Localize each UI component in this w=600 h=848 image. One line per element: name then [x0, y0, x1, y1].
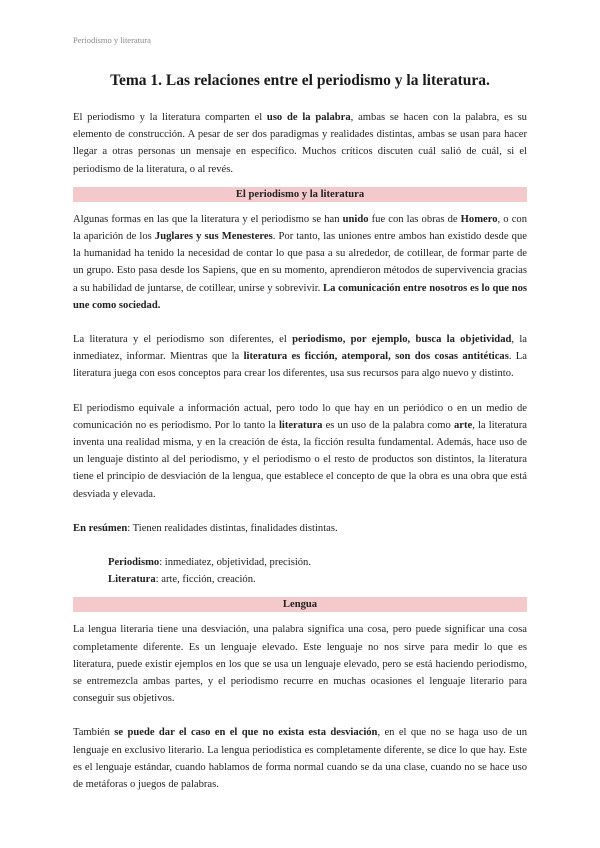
text-run: : Tienen realidades distintas, finalidades distintas.: [127, 522, 338, 534]
text-run: . La literatura juega con esos conceptos para crear los diferentes, usa sus recursos para algo nuevo y distinto.: [73, 351, 527, 380]
text-run: Algunas formas en las que la literatura y el periodismo se han: [73, 213, 343, 225]
text-run: : inmediatez, objetividad, precisión.: [159, 557, 312, 569]
paragraph: La lengua literaria tiene una desviación, una palabra significa una cosa, pero puede significar una cosa completamente diferente. Es un lenguaje elevado. Este lenguaje no nos sirve para medir lo que es literatura, puede existir ejemplos en los que se usa un lenguaje elevado, pero se está haciendo periodismo, se entremezcla ambas partes, y el periodismo recurre en muchas ocasiones el lenguaje literario para conseguir sus objetivos.: [73, 624, 527, 705]
paragraph: [73, 724, 527, 793]
page-header: Periodismo y literatura: [73, 35, 151, 45]
paragraph: [73, 400, 527, 503]
summary-item-periodismo: [108, 554, 527, 571]
bold-run: se puede dar el caso en el que no exista esta desviación: [114, 727, 378, 739]
bold-run: Homero: [460, 213, 498, 225]
text-run: : arte, ficción, creación.: [155, 574, 256, 586]
text-run: , o con la aparición de los: [73, 213, 527, 243]
paragraph: [73, 211, 527, 314]
bold-run: La comunicación entre nosotros es lo que nos une como sociedad.: [73, 282, 528, 311]
bold-run: Juglares y sus Menesteres: [154, 231, 273, 243]
summary-intro: [73, 520, 527, 537]
bold-run: En resúmen: [73, 522, 128, 534]
intro-paragraph: [73, 109, 527, 178]
bold-run: Periodismo: [108, 557, 160, 569]
text-run: fue con las obras de: [368, 213, 461, 225]
section-heading-lengua: Lengua: [73, 597, 527, 612]
summary-list: [73, 554, 527, 588]
paragraph-gap: [73, 383, 527, 400]
section-heading-periodismo-literatura: El periodismo y la literatura: [73, 187, 527, 202]
text-run: La literatura y el periodismo son diferentes, el: [73, 334, 293, 346]
paragraph: [73, 331, 527, 383]
text-run: , en el que no se haga uso de un lenguaje en exclusivo literario. La lengua periodística es completamente diferente, se dice lo que hay. Este es el lenguaje estándar, cuando hablamos de forma normal cuando se da una clase, cuando no se hace uso de metáforas o juegos de palabras.: [73, 727, 528, 791]
text-run: El periodismo equivale a información actual, pero todo lo que hay en un periódico o en un medio de comunicación no es periodismo. Por lo tanto la: [73, 402, 527, 431]
text-run: También: [73, 727, 115, 739]
bold-run: arte: [453, 419, 473, 431]
paragraph-gap: [73, 707, 527, 724]
bold-run: literatura es ficción, atemporal, son dos cosas antitéticas: [243, 351, 509, 363]
text-run: . Por tanto, las uniones entre ambos han existido desde que la humanidad ha tenido la necesidad de contar lo que pasa a su alrededor, de cotillear, de formar parte de un grupo. Esto pasa desde los Sapiens, que en su momento, aprendieron métodos de supervivencia gracias a su habilidad de juntarse, de cotillear, unirse y sobrevivir.: [73, 231, 527, 294]
bold-run: periodismo, por ejemplo, busca la objetividad: [292, 334, 512, 346]
summary-item-literatura: [108, 571, 527, 588]
bold-run: uso de la palabra: [266, 112, 351, 123]
text-run: , ambas se hacen con la palabra, es su elemento de construcción. A pesar de ser dos paradigmas y realidades distintas, ambas se usan para hacer llegar a otras personas un mensaje en específico. Muchos críticos discuten cuál salió de cuál, si el periodismo de la literatura, o al revés.: [73, 112, 527, 175]
paragraph-gap: [73, 503, 527, 520]
bold-run: unido: [342, 213, 369, 225]
text-run: es un uso de la palabra como: [322, 419, 454, 431]
text-run: , la inmediatez, informar. Mientras que la: [73, 334, 527, 363]
document-body: [73, 109, 527, 793]
bold-run: literatura: [278, 419, 323, 431]
text-run: El periodismo y la literatura comparten el: [73, 112, 267, 123]
text-run: , la literatura inventa una realidad misma, y en la creación de ésta, la ficción resulta fundamental. Además, hace uso de un lenguaje distinto al del periodismo, y el periodismo o el resto de productos son distintos, la literatura tiene el principio de desviación de la lengua, que establece el concepto de que la obra es una obra que está desviada y elevada.: [73, 419, 527, 500]
paragraph-gap: [73, 537, 527, 554]
paragraph-gap: [73, 314, 527, 331]
page-title: Tema 1. Las relaciones entre el periodismo y la literatura.: [110, 72, 490, 89]
bold-run: Literatura: [108, 574, 156, 586]
